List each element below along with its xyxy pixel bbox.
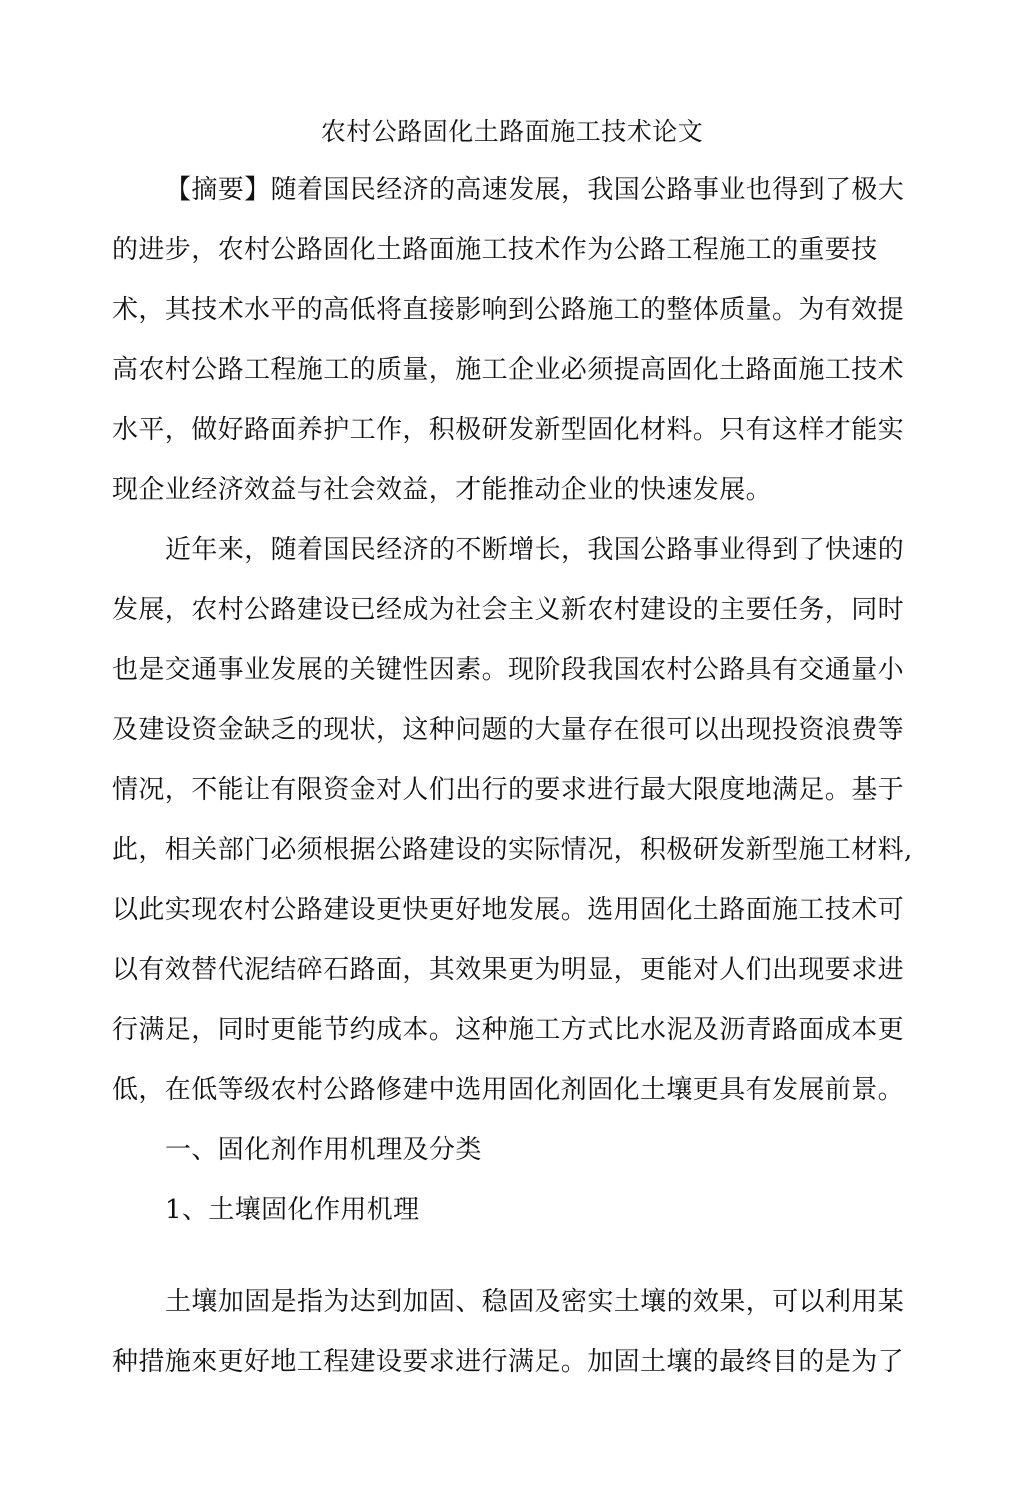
intro-line-10: 低，在低等级农村公路修建中选用固化剂固化土壤更具有发展前景。 (112, 1075, 905, 1105)
intro-line-2: 发展，农村公路建设已经成为社会主义新农村建设的主要任务，同时 (112, 595, 905, 625)
abstract-line-5: 水平，做好路面养护工作，积极研发新型固化材料。只有这样才能实 (112, 415, 905, 445)
intro-line-6: 此，相关部门必须根据公路建设的实际情况，积极研发新型施工材料, (112, 835, 913, 865)
section-heading-1: 一、固化剂作用机理及分类 (165, 1135, 482, 1165)
intro-line-5: 情况，不能让有限资金对人们出行的要求进行最大限度地满足。基于 (112, 775, 905, 805)
abstract-line-3: 术，其技术水平的高低将直接影响到公路施工的整体质量。为有效提 (112, 295, 905, 325)
abstract-line-6: 现企业经济效益与社会效益，才能推动企业的快速发展。 (112, 475, 773, 505)
abstract-line-2: 的进步，农村公路固化土路面施工技术作为公路工程施工的重要技 (112, 235, 878, 265)
body-line-2: 种措施來更好地工程建设要求进行满足。加固土壤的最终目的是为了 (112, 1347, 905, 1377)
document-title: 农村公路固化土路面施工技术论文 (320, 117, 704, 146)
intro-line-3: 也是交通事业发展的关键性因素。现阶段我国农村公路具有交通量小 (112, 655, 905, 685)
body-line-1: 土壤加固是指为达到加固、稳固及密实土壤的效果，可以利用某 (165, 1287, 905, 1317)
subsection-heading-1: 1、土壤固化作用机理 (165, 1195, 420, 1225)
intro-line-8: 以有效替代泥结碎石路面，其效果更为明显，更能对人们出现要求进 (112, 955, 905, 985)
abstract-line-4: 高农村公路工程施工的质量，施工企业必须提高固化土路面施工技术 (112, 355, 905, 385)
intro-line-4: 及建设资金缺乏的现状，这种问题的大量存在很可以出现投资浪费等 (112, 715, 905, 745)
intro-line-9: 行满足，同时更能节约成本。这种施工方式比水泥及沥青路面成本更 (112, 1015, 905, 1045)
intro-line-1: 近年来，随着国民经济的不断增长，我国公路事业得到了快速的 (165, 535, 905, 565)
intro-line-7: 以此实现农村公路建设更快更好地发展。选用固化土路面施工技术可 (112, 895, 905, 925)
abstract-line-1: 【摘要】随着国民经济的高速发展，我国公路事业也得到了极大 (165, 175, 905, 205)
